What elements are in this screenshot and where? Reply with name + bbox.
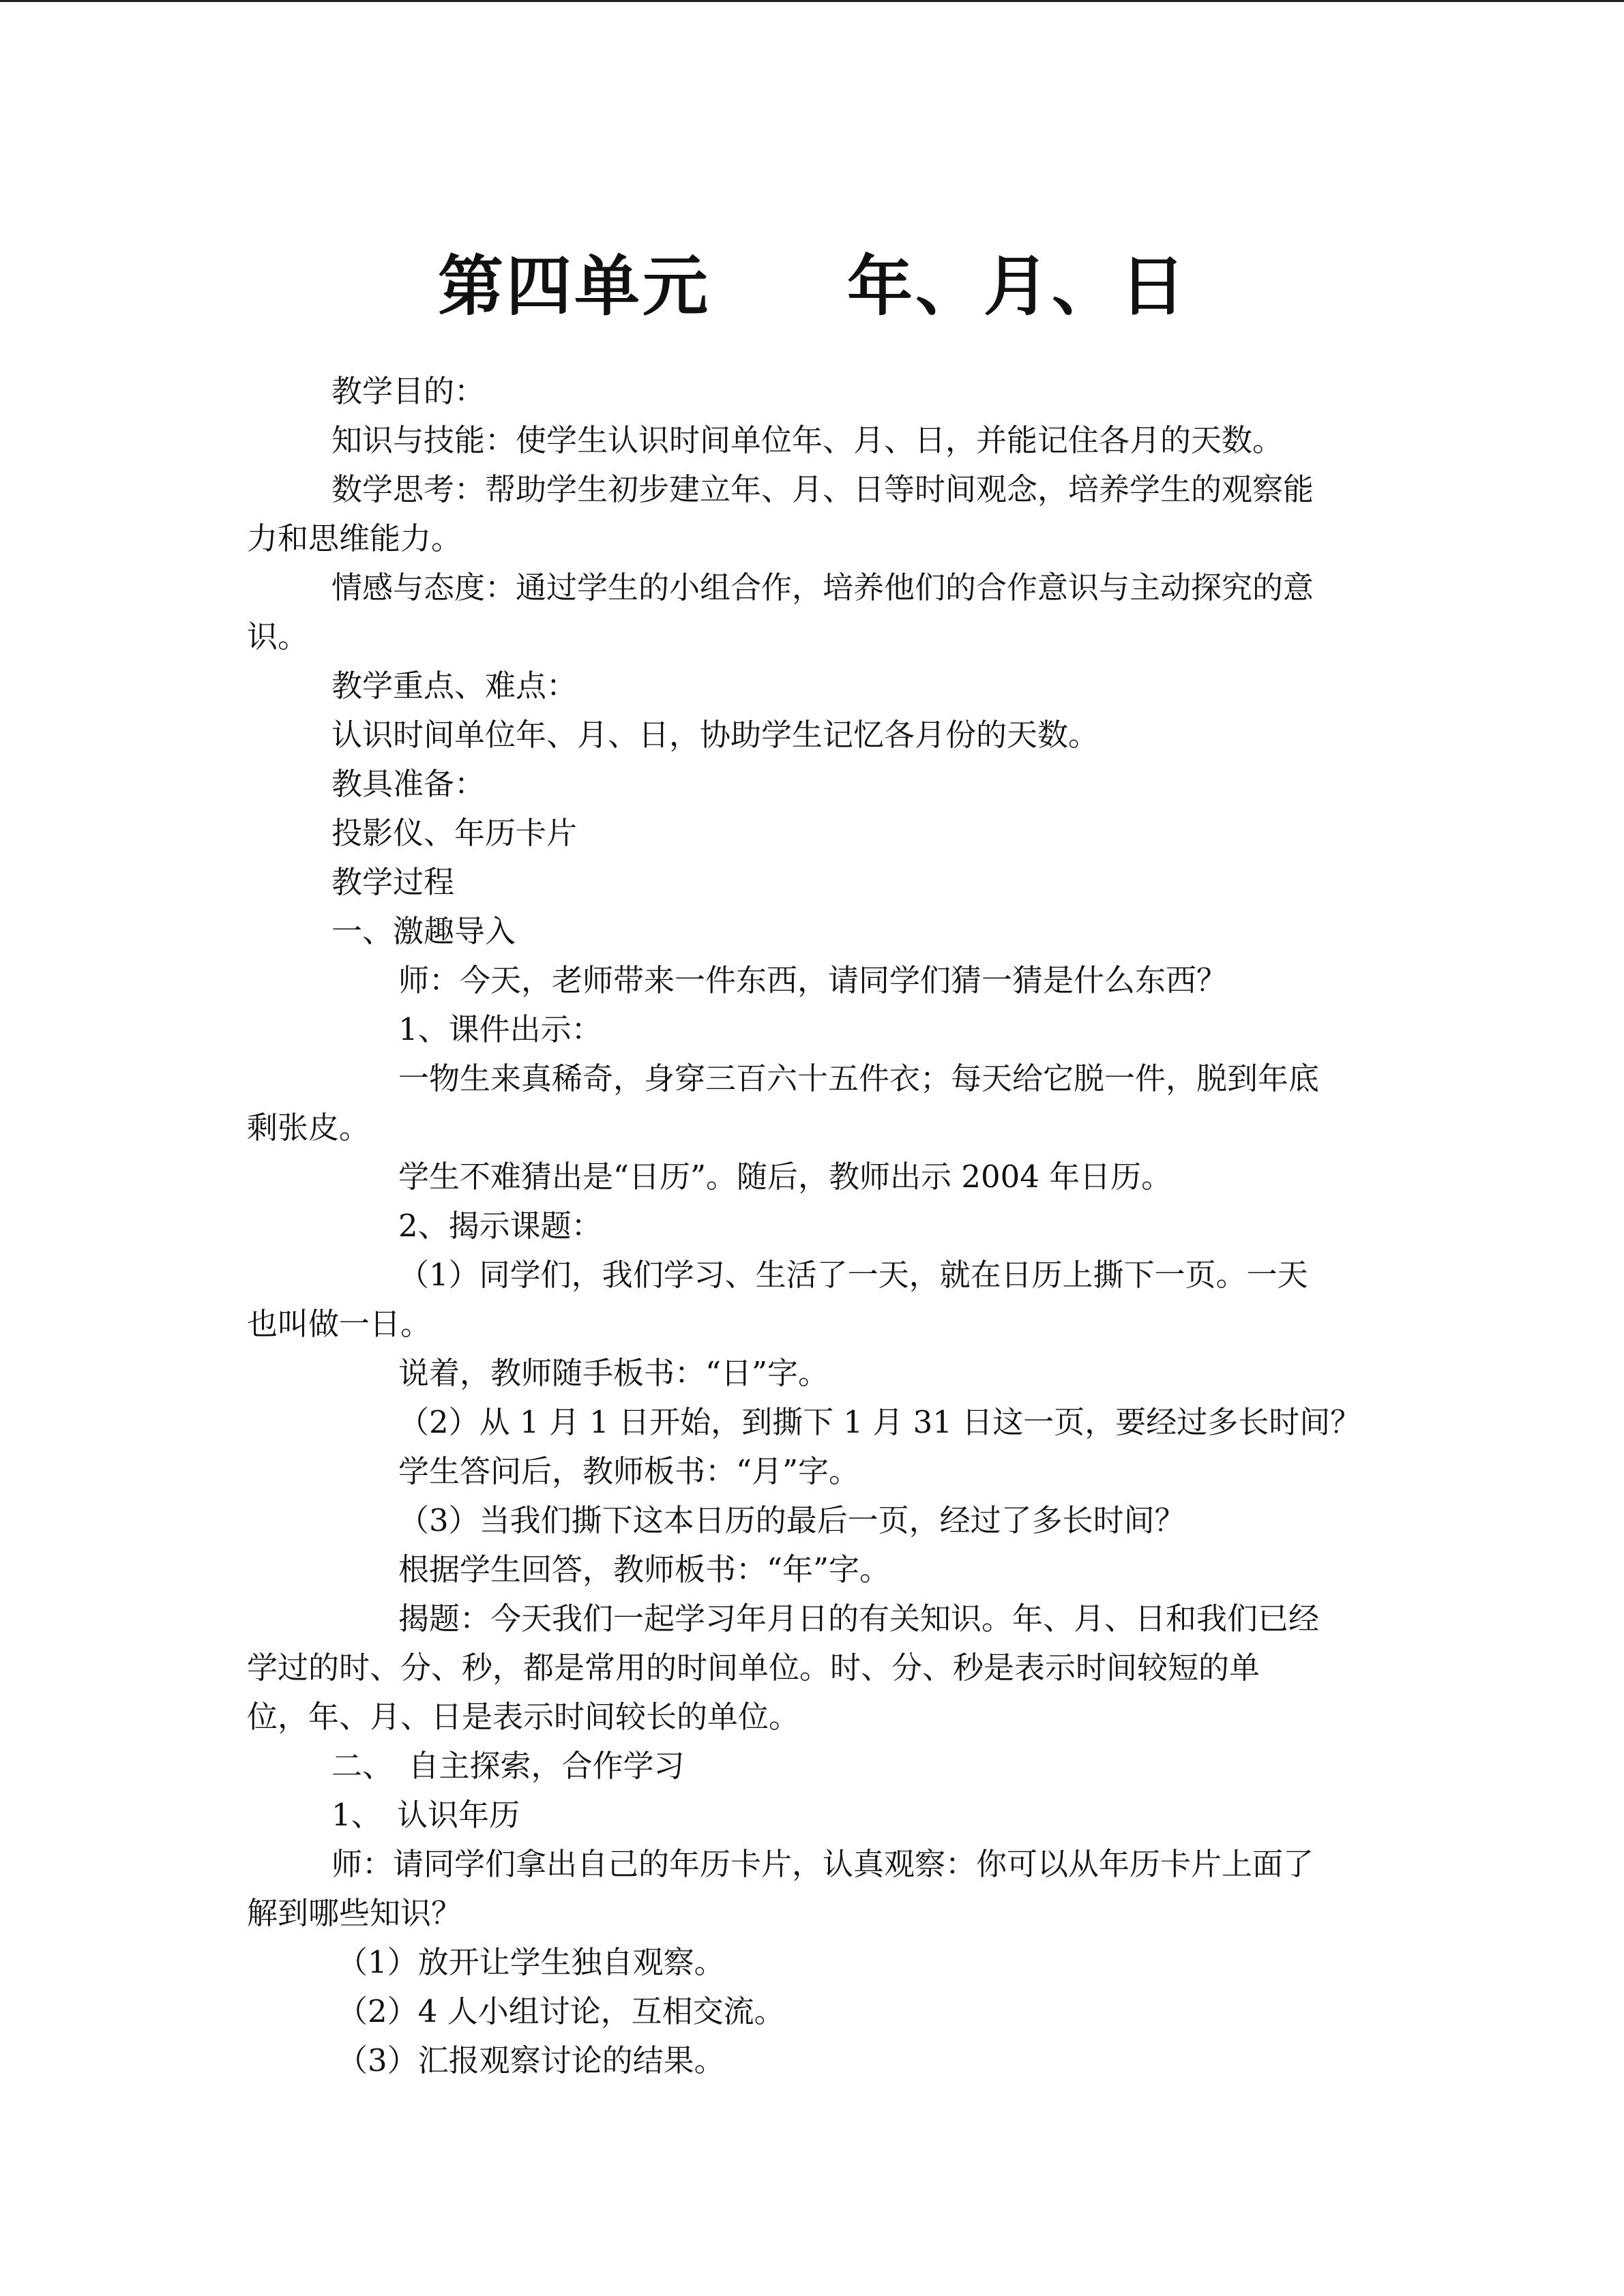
paragraph-riddle-cont: 剩张皮。 — [247, 1109, 370, 1146]
item-group-discuss: （2）4 人小组讨论，互相交流。 — [337, 1993, 785, 2029]
paragraph-day-cont: 也叫做一日。 — [247, 1306, 432, 1342]
page-title: 第四单元 年、月、日 — [438, 248, 1188, 325]
paragraph-knowledge-skills: 知识与技能：使学生认识时间单位年、月、日，并能记住各月的天数。 — [331, 422, 1284, 458]
paragraph-calendar-guess: 学生不难猜出是“日历”。随后，教师出示 2004 年日历。 — [398, 1159, 1172, 1195]
item-observe-alone: （1）放开让学生独自观察。 — [337, 1944, 725, 1980]
item-know-calendar: 1、 认识年历 — [331, 1797, 520, 1833]
paragraph-attitude-cont: 识。 — [247, 618, 309, 655]
paragraph-materials: 投影仪、年历卡片 — [331, 815, 578, 851]
paragraph-year-question: （3）当我们撕下这本日历的最后一页，经过了多长时间？ — [398, 1502, 1185, 1538]
top-border-rule — [0, 0, 1624, 2]
paragraph-topic-cont-2: 位，年、月、日是表示时间较长的单位。 — [247, 1699, 800, 1735]
objective-heading: 教学目的： — [331, 373, 486, 409]
paragraph-day: （1）同学们，我们学习、生活了一天，就在日历上撕下一页。一天 — [398, 1257, 1308, 1293]
item-reveal-topic: 2、揭示课题： — [398, 1208, 602, 1244]
paragraph-board-month: 学生答问后，教师板书：“月”字。 — [398, 1453, 860, 1489]
paragraph-topic: 揭题：今天我们一起学习年月日的有关知识。年、月、日和我们已经 — [398, 1600, 1320, 1637]
paragraph-key-points: 认识时间单位年、月、日，协助学生记忆各月份的天数。 — [331, 717, 1099, 753]
section-one-heading: 一、激趣导入 — [331, 913, 516, 949]
paragraph-math-thinking: 数学思考：帮助学生初步建立年、月、日等时间观念，培养学生的观察能 — [331, 471, 1314, 507]
paragraph-teacher-calendar: 师：请同学们拿出自己的年历卡片，认真观察：你可以从年历卡片上面了 — [331, 1846, 1314, 1882]
paragraph-board-day: 说着，教师随手板书：“日”字。 — [398, 1355, 829, 1391]
paragraph-riddle: 一物生来真稀奇，身穿三百六十五件衣；每天给它脱一件，脱到年底 — [398, 1060, 1320, 1097]
section-two-heading: 二、 自主探索，合作学习 — [331, 1748, 685, 1784]
paragraph-topic-cont-1: 学过的时、分、秒，都是常用的时间单位。时、分、秒是表示时间较短的单 — [247, 1650, 1260, 1686]
paragraph-teacher-intro: 师：今天，老师带来一件东西，请同学们猜一猜是什么东西？ — [398, 962, 1228, 998]
paragraph-teacher-calendar-cont: 解到哪些知识？ — [247, 1895, 462, 1931]
paragraph-math-thinking-cont: 力和思维能力。 — [247, 520, 462, 556]
item-courseware: 1、课件出示： — [398, 1011, 602, 1047]
key-points-heading: 教学重点、难点： — [331, 668, 578, 704]
materials-heading: 教具准备： — [331, 766, 486, 802]
paragraph-month-question: （2）从 1 月 1 日开始，到撕下 1 月 31 日这一页，要经过多长时间？ — [398, 1404, 1361, 1440]
item-report-results: （3）汇报观察讨论的结果。 — [337, 2042, 725, 2078]
paragraph-attitude: 情感与态度：通过学生的小组合作，培养他们的合作意识与主动探究的意 — [331, 569, 1314, 606]
process-heading: 教学过程 — [331, 864, 455, 900]
paragraph-board-year: 根据学生回答，教师板书：“年”字。 — [398, 1551, 891, 1587]
document-page — [247, 239, 1379, 2085]
